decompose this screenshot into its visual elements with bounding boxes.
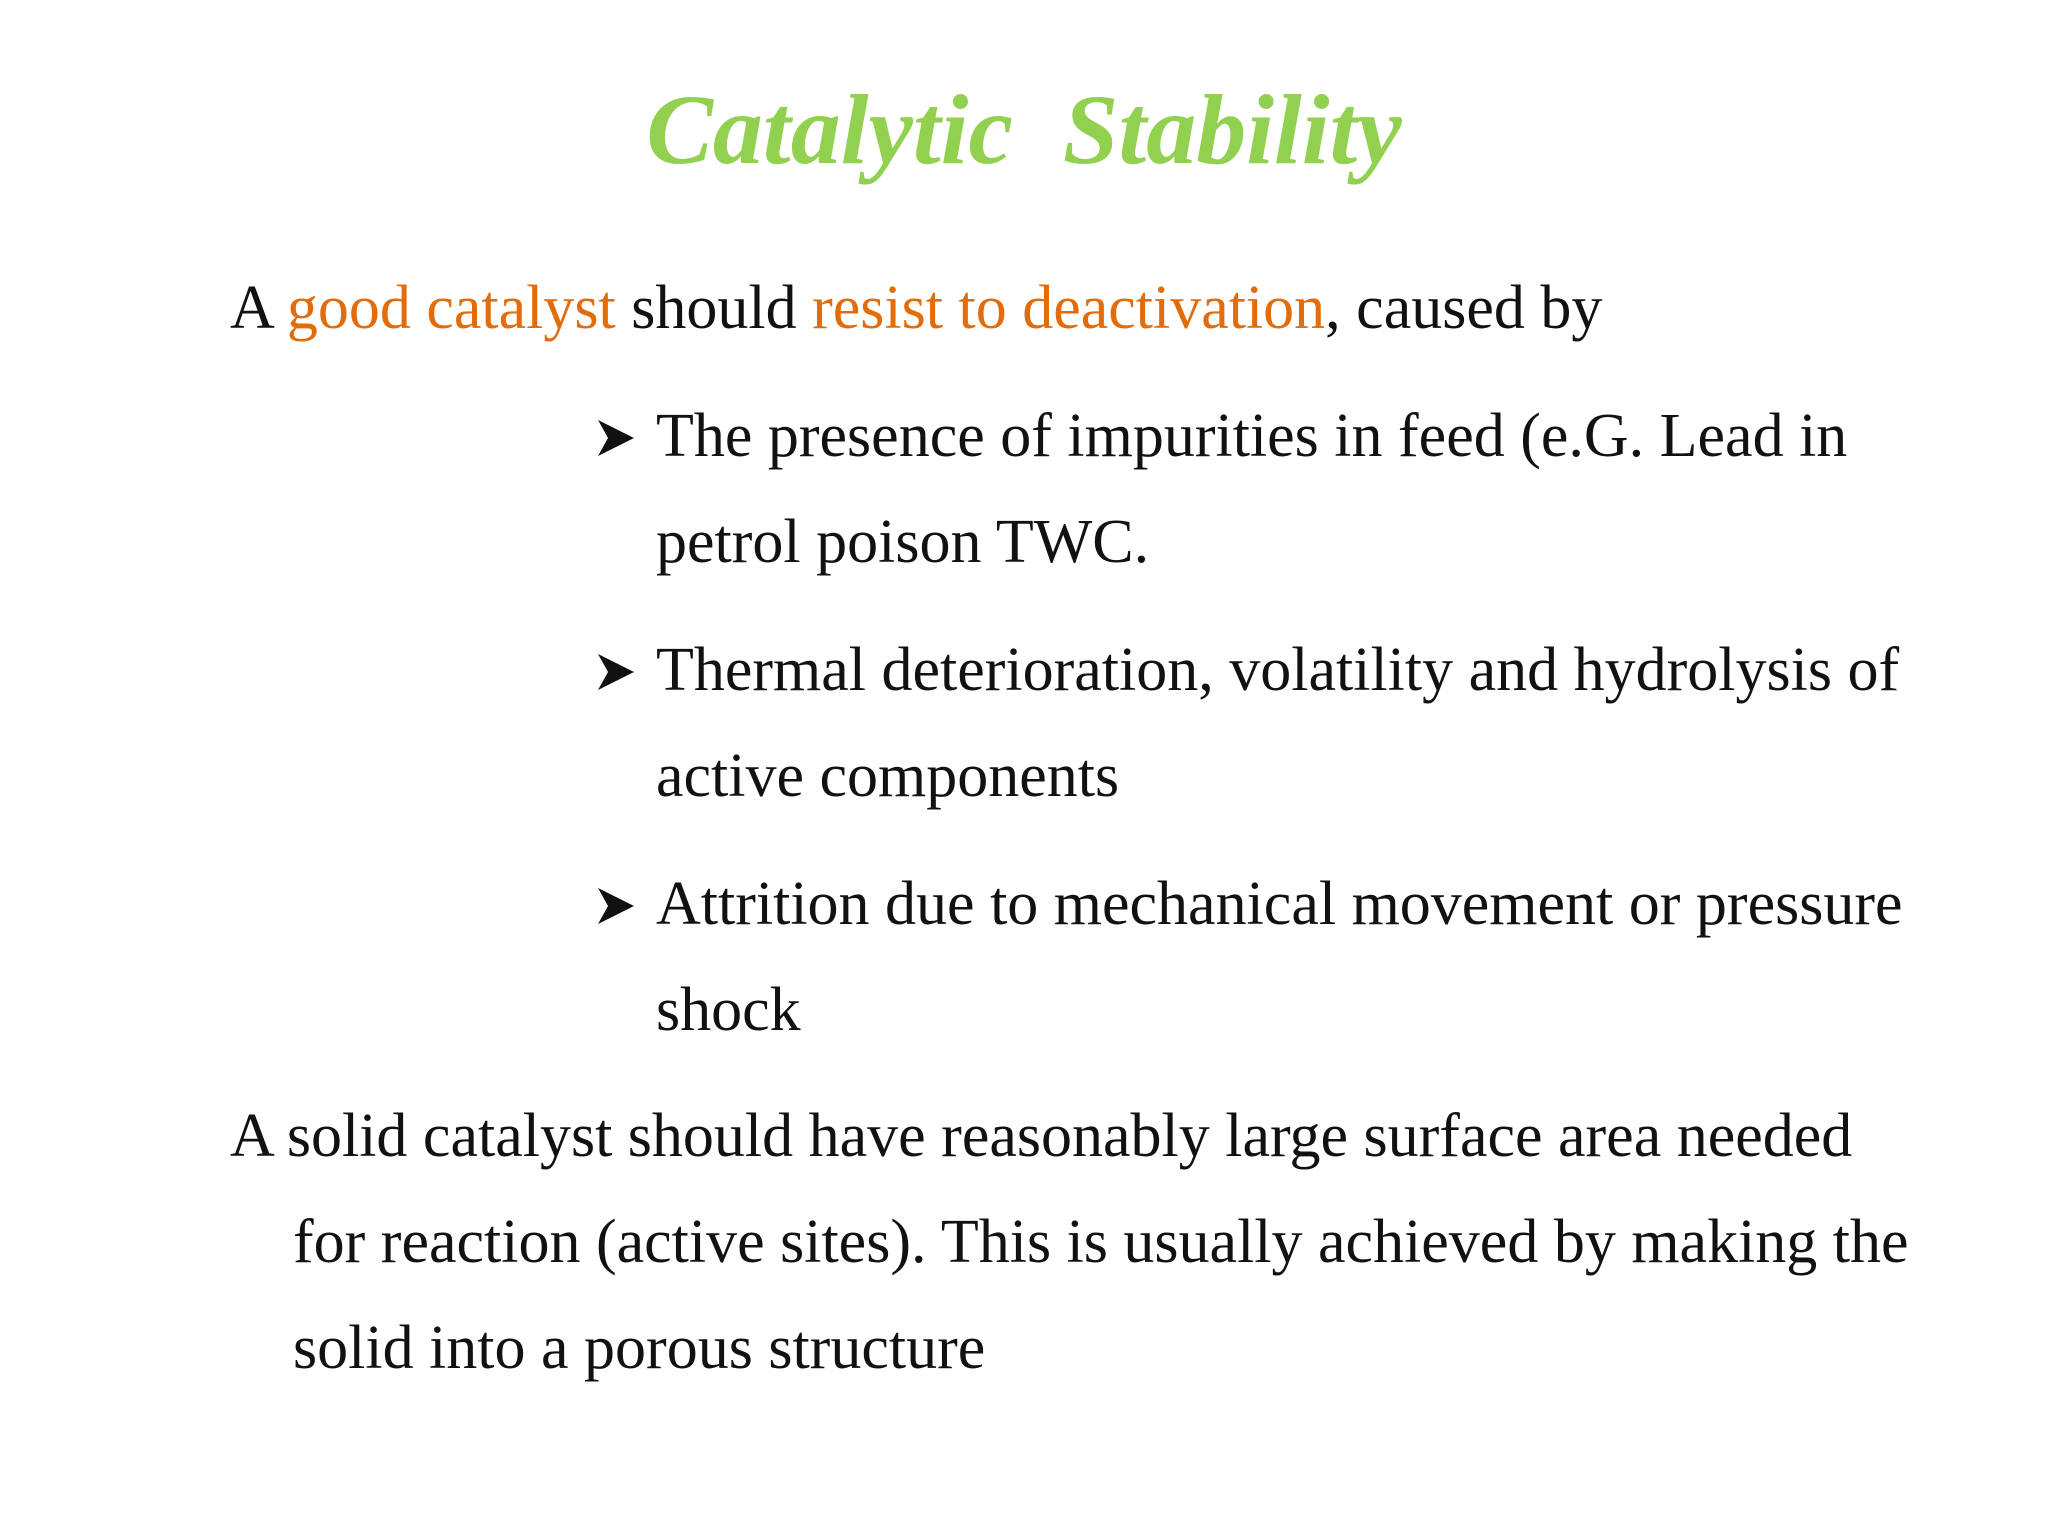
arrowhead-bullet-icon bbox=[596, 886, 636, 926]
bullet-item bbox=[596, 632, 1996, 810]
intro-suffix: , caused by bbox=[1325, 274, 1603, 342]
bullet-item bbox=[596, 866, 1996, 1044]
bullet-line-2: shock bbox=[656, 976, 801, 1044]
slide-title: Catalytic Stability bbox=[646, 74, 1402, 185]
bullet-line-2: petrol poison TWC. bbox=[656, 508, 1150, 576]
bullet-item bbox=[596, 398, 1996, 576]
intro-middle: should bbox=[615, 274, 813, 342]
closing-line-2: for reaction (active sites). This is usually achieved by making the bbox=[293, 1208, 1909, 1276]
intro-paragraph bbox=[230, 270, 1602, 346]
intro-prefix: A bbox=[230, 274, 287, 342]
bullet-line-1: Attrition due to mechanical movement or pressure bbox=[656, 870, 1903, 938]
intro-accent-good-catalyst: good catalyst bbox=[286, 274, 616, 342]
intro-accent-resist-deactivation: resist to deactivation bbox=[812, 274, 1326, 342]
arrowhead-bullet-icon bbox=[596, 652, 636, 692]
bullet-line-1: The presence of impurities in feed (e.G. Lead in bbox=[656, 402, 1848, 470]
closing-line-1: A solid catalyst should have reasonably large surface area needed bbox=[230, 1102, 1853, 1170]
arrowhead-bullet-icon bbox=[596, 418, 636, 458]
bullet-line-1: Thermal deterioration, volatility and hydrolysis of bbox=[656, 636, 1900, 704]
closing-line-3: solid into a porous structure bbox=[293, 1314, 986, 1382]
bullet-line-2: active components bbox=[656, 742, 1120, 810]
